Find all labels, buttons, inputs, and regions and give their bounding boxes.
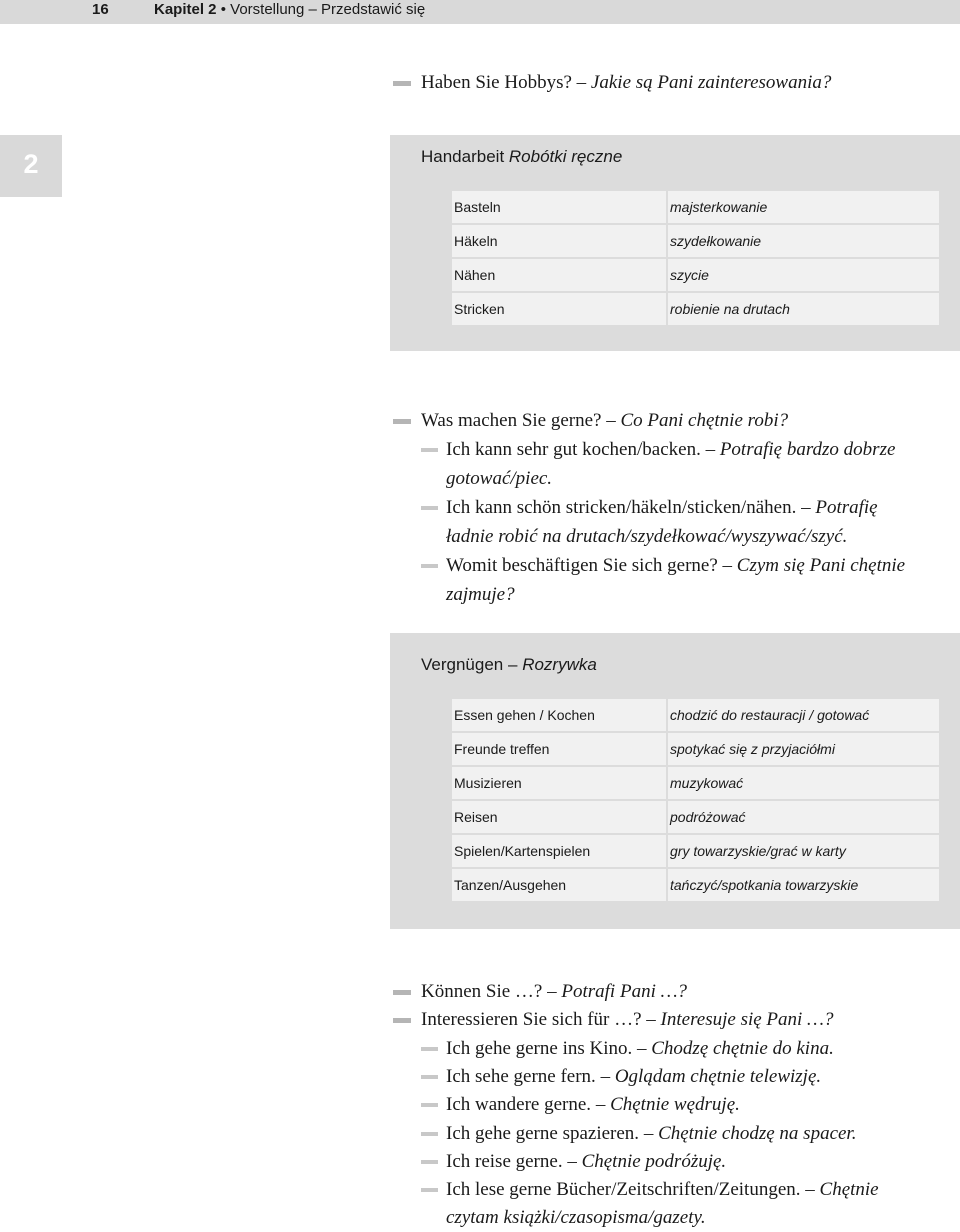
title-bullet: • (220, 1, 226, 18)
answer-de: Ich sehe gerne fern. (446, 1066, 596, 1087)
table-row (451, 834, 940, 868)
vocab-table (450, 189, 941, 327)
table-row (451, 698, 940, 732)
box-title (421, 147, 622, 167)
answer-reisen (446, 1151, 726, 1173)
dash-bullet-icon (393, 419, 411, 424)
answer-de: Womit beschäftigen Sie sich gerne? (446, 555, 718, 576)
question-de: Können Sie …? (421, 981, 543, 1002)
term-pl: majsterkowanie (670, 199, 768, 215)
question-pl: Potrafi Pani …? (561, 981, 687, 1002)
term-pl: muzykować (670, 775, 744, 791)
table-row (451, 190, 940, 224)
answer-pl: Potrafię bardzo dobrze (719, 439, 896, 460)
term-pl: spotykać się z przyjaciółmi (670, 741, 835, 757)
term-de: Tanzen/Ausgehen (454, 877, 567, 893)
question-pl: Jakie są Pani zainteresowania? (590, 72, 832, 93)
term-pl: chodzić do restauracji / gotować (670, 707, 870, 723)
question-de: Haben Sie Hobbys? (421, 72, 572, 93)
term-de: Nähen (454, 267, 496, 283)
separator: – (805, 1179, 815, 1200)
vocab-table (450, 697, 941, 903)
separator: – (637, 1038, 647, 1059)
answer-kochen (446, 439, 895, 461)
answer-pl: Chętnie wędruję. (610, 1094, 740, 1115)
dash-bullet-icon (421, 1160, 438, 1164)
separator: – (801, 497, 811, 518)
term-de: Basteln (454, 199, 501, 215)
separator: – (646, 1009, 656, 1030)
term-de: Reisen (454, 809, 498, 825)
term-pl: szydełkowanie (670, 233, 762, 249)
answer-pl-continuation: ładnie robić na drutach/szydełkować/wyszywać/szyć. (446, 526, 848, 547)
answer-de: Ich gehe gerne ins Kino. (446, 1038, 633, 1059)
dash-bullet-icon (421, 448, 438, 452)
answer-de: Ich reise gerne. (446, 1151, 563, 1172)
term-de: Spielen/Kartenspielen (454, 843, 591, 859)
dash-bullet-icon (393, 990, 411, 995)
answer-wandern (446, 1094, 740, 1116)
question-was-machen (421, 410, 788, 432)
question-womit (446, 555, 905, 577)
chapter-tab-number: 2 (23, 149, 39, 179)
box-title-de: Handarbeit (421, 147, 505, 166)
term-pl: robienie na drutach (670, 301, 790, 317)
table-row (451, 224, 940, 258)
answer-pl: Oglądam chętnie telewizję. (614, 1066, 822, 1087)
question-koennen (421, 981, 687, 1003)
box-title (421, 655, 597, 675)
separator: – (722, 555, 733, 576)
separator: – (600, 1066, 611, 1087)
answer-pl: Czym się Pani chętnie (736, 555, 906, 576)
term-de: Musizieren (454, 775, 522, 791)
term-pl: tańczyć/spotkania towarzyskie (670, 877, 859, 893)
answer-spazieren (446, 1123, 856, 1145)
term-de: Essen gehen / Kochen (454, 707, 595, 723)
dash-bullet-icon (393, 81, 411, 86)
table-row (451, 800, 940, 834)
chapter-tab (0, 135, 62, 197)
answer-pl-continuation: zajmuje? (446, 584, 515, 605)
box-title-pl: Robótki ręczne (508, 147, 623, 166)
box-title-pl: Rozrywka (522, 655, 597, 674)
separator: – (576, 72, 587, 93)
page-number: 16 (92, 1, 109, 18)
running-title (154, 1, 425, 18)
separator: – (595, 1094, 606, 1115)
term-de: Häkeln (454, 233, 498, 249)
answer-stricken (446, 497, 878, 519)
answer-de: Ich wandere gerne. (446, 1094, 592, 1115)
question-pl: Interesuje się Pani …? (660, 1009, 834, 1030)
answer-pl-continuation: gotować/piec. (446, 468, 553, 489)
answer-pl: Potrafię (815, 497, 878, 518)
answer-lesen (446, 1179, 879, 1201)
dash-bullet-icon (421, 1132, 438, 1136)
dash-bullet-icon (421, 1188, 438, 1192)
box-title-de: Vergnügen (421, 655, 504, 674)
term-pl: gry towarzyskie/grać w karty (670, 843, 846, 859)
answer-pl-continuation: czytam książki/czasopisma/gazety. (446, 1207, 706, 1228)
term-de: Freunde treffen (454, 741, 550, 757)
dash-bullet-icon (421, 506, 438, 510)
chapter-label: Kapitel 2 (154, 1, 217, 18)
answer-de: Ich kann sehr gut kochen/backen. (446, 439, 701, 460)
chapter-title: Vorstellung – Przedstawić się (230, 1, 426, 18)
separator: – (547, 981, 557, 1002)
answer-pl: Chodzę chętnie do kina. (651, 1038, 834, 1059)
dash-bullet-icon (421, 1103, 438, 1107)
separator: – (567, 1151, 577, 1172)
separator: – (643, 1123, 654, 1144)
table-row (451, 868, 940, 902)
term-pl: szycie (670, 267, 709, 283)
answer-pl: Chętnie podróżuję. (581, 1151, 727, 1172)
answer-kino (446, 1038, 834, 1060)
table-row (451, 292, 940, 326)
answer-de: Ich kann schön stricken/häkeln/sticken/nähen. (446, 497, 797, 518)
separator: – (507, 655, 518, 674)
answer-pl: Chętnie (819, 1179, 879, 1200)
table-row (451, 766, 940, 800)
question-de: Was machen Sie gerne? (421, 410, 602, 431)
vocab-box-vergnuegen (390, 633, 960, 929)
term-pl: podróżować (670, 809, 746, 825)
table-row (451, 258, 940, 292)
question-pl: Co Pani chętnie robi? (620, 410, 789, 431)
separator: – (606, 410, 616, 431)
page-header (0, 0, 960, 24)
answer-pl: Chętnie chodzę na spacer. (658, 1123, 857, 1144)
answer-fernsehen (446, 1066, 821, 1088)
answer-de: Ich lese gerne Bücher/Zeitschriften/Zeitungen. (446, 1179, 801, 1200)
dash-bullet-icon (421, 1075, 438, 1079)
question-de: Interessieren Sie sich für …? (421, 1009, 642, 1030)
question-interessieren (421, 1009, 833, 1031)
dash-bullet-icon (393, 1018, 411, 1023)
question-hobbies (421, 72, 831, 94)
table-row (451, 732, 940, 766)
separator: – (705, 439, 716, 460)
dash-bullet-icon (421, 1047, 438, 1051)
answer-de: Ich gehe gerne spazieren. (446, 1123, 640, 1144)
vocab-box-handarbeit (390, 135, 960, 351)
term-de: Stricken (454, 301, 505, 317)
dash-bullet-icon (421, 564, 438, 568)
